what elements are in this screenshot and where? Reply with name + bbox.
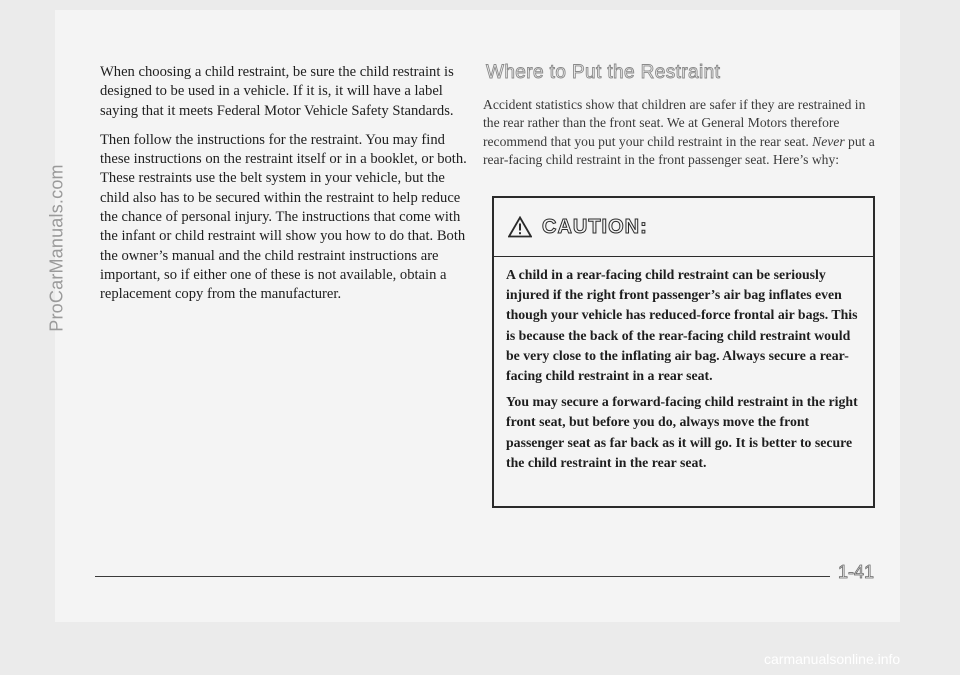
intro-paragraph [483,96,878,170]
intro-emphasis: Never [812,133,845,149]
left-paragraph-2: Then follow the instructions for the restraint. You may find these instructions on the restraint itself or in a booklet, or both. These restraints use the belt system in your vehicle, but the child also has to be secured within the restraint to help reduce the chance of personal injury. The instructions that come with the infant or child restraint will show you how to do that. Both the owner’s manual and the child restraint instructions are important, so if either one of these is not available, obtain a replacement copy from the manufacturer. [100,131,467,303]
caution-paragraph-2: You may secure a forward-facing child restraint in the right front seat, but before you do, always move the front passenger seat as far back as it will go. It is better to secure the child restraint in the rear seat. [506,394,858,470]
section-heading: Where to Put the Restraint [486,62,721,83]
caution-paragraph-1: A child in a rear-facing child restraint can be seriously injured if the right front passenger’s air bag inflates even though your vehicle has reduced-force frontal air bags. This is because the back of the rear-facing child restraint would be very close to the inflating air bag. Always secure a rear-facing child restraint in a rear seat. [506,267,858,384]
page-number: 1-41 [838,562,875,582]
intro-text-after: put a rear-facing child restraint in the front passenger seat. Here’s why: [483,133,875,168]
left-column [100,63,475,315]
caution-header [494,198,873,257]
intro-text-before: Accident statistics show that children are safer if they are restrained in the rear rather than the front seat. We at General Motors therefore recommend that you put your child restraint in the rear seat. [483,97,866,149]
right-column [483,62,878,170]
watermark: ProCarManuals.com [46,164,67,332]
caution-body [494,257,873,473]
warning-triangle-icon [508,216,532,238]
left-paragraph-1: When choosing a child restraint, be sure the child restraint is designed to be used in a vehicle. If it is, it will have a label saying that it meets Federal Motor Vehicle Safety Standards. [100,64,454,119]
site-footer: carmanualsonline.info [764,651,901,667]
footer-rule [95,576,830,577]
caution-box [492,196,875,508]
caution-title: CAUTION: [542,215,648,238]
